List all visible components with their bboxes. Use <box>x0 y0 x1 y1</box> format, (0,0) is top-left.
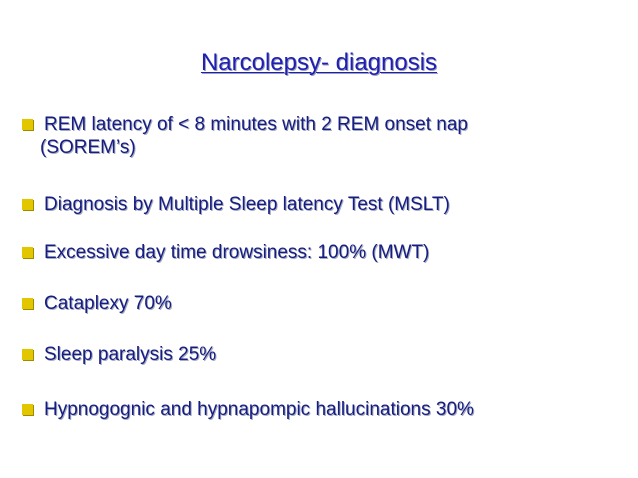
bullet-text: Hypnogognic and hypnapompic hallucinations 30% <box>44 399 474 420</box>
slide-title: Narcolepsy- diagnosis <box>200 49 438 76</box>
square-bullet-icon <box>22 247 33 258</box>
square-bullet-icon <box>22 298 33 309</box>
bullet-text: Excessive day time drowsiness: 100% (MWT) <box>44 242 430 263</box>
square-bullet-icon <box>22 119 33 130</box>
bullet-text: Diagnosis by Multiple Sleep latency Test (MSLT) <box>44 194 450 215</box>
bullet-text: Cataplexy 70% <box>44 293 172 314</box>
square-bullet-icon <box>22 349 33 360</box>
square-bullet-icon <box>22 404 33 415</box>
bullet-text-line: (SOREM’s) <box>40 137 136 158</box>
bullet-text: Sleep paralysis 25% <box>44 344 217 365</box>
bullet-text <box>40 113 614 159</box>
square-bullet-icon <box>22 199 33 210</box>
bullet-text-line: REM latency of < 8 minutes with 2 REM onset nap <box>44 114 469 135</box>
